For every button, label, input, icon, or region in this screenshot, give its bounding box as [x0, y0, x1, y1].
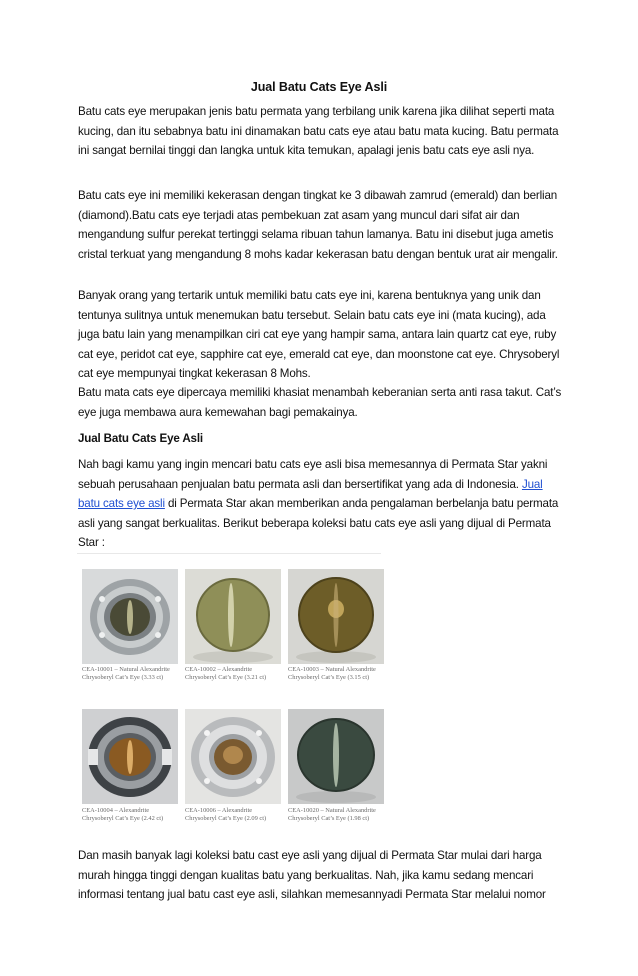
- ring-silver-image: [82, 569, 178, 664]
- ring-dark-image: [82, 709, 178, 804]
- product-image-cea-10020[interactable]: [288, 709, 384, 804]
- product-image-cea-10004[interactable]: [82, 709, 178, 804]
- loose-stone-image: [185, 569, 281, 664]
- text-after-link: di Permata Star akan memberikan anda pengalaman berbelanja batu permata asli yang sangat berkualitas. Berikut beberapa koleksi batu cats eye asli yang dijual di Permata Star :: [78, 497, 559, 550]
- product-caption: CEA-10002 – Alexandrite Chrysoberyl Cat’s Eye (3.21 ct): [185, 666, 267, 681]
- paragraph-text: Banyak orang yang tertarik untuk memiliki batu cats eye ini, karena bentuknya yang unik dan tentunya sulitnya untuk menemukan batu tersebut. Selain batu cats eye ini (mata kucing), ada juga batu lain yang menampilkan ciri cat eye yang hampir sama, antara lain quartz cat eye, ruby cat eye, peridot cat eye, sapphire cat eye, emerald cat eye, dan moonstone cat eye. Chrysoberyl cat eye mempunyai tingkat kekerasan 8 Mohs.: [78, 289, 560, 381]
- text-before-link: Nah bagi kamu yang ingin mencari batu cats eye asli bisa memesannya di Permata Star yakni sebuah perusahaan penjualan batu permata asli dan bersertifikat yang ada di Indonesia.: [78, 458, 548, 491]
- document-title: Jual Batu Cats Eye Asli: [250, 80, 388, 94]
- product-gallery: [77, 553, 381, 838]
- product-caption: CEA-10020 – Natural Alexandrite Chrysoberyl Cat’s Eye (1.98 ct): [288, 807, 376, 822]
- paragraph-benefits: [78, 383, 566, 422]
- paragraph-closing: [78, 846, 566, 905]
- product-caption: CEA-10006 – Alexandrite Chrysoberyl Cat’s Eye (2.09 ct): [185, 807, 267, 822]
- paragraph-store: [78, 455, 566, 553]
- product-image-cea-10001[interactable]: [82, 569, 178, 664]
- product-image-cea-10006[interactable]: [185, 709, 281, 804]
- section-heading: Jual Batu Cats Eye Asli: [78, 432, 203, 445]
- ring-light-image: [185, 709, 281, 804]
- paragraph-text: Batu cats eye merupakan jenis batu permata yang terbilang unik karena jika dilihat seperti mata kucing, dan itu sebabnya batu ini dinamakan batu cats eye atau batu mata kucing. Batu permata ini sangat bernilai tinggi dan langka untuk kita temukan, apalagi jenis batu cats eye asli nya.: [78, 105, 559, 158]
- product-caption: CEA-10004 – Alexandrite Chrysoberyl Cat’s Eye (2.42 ct): [82, 807, 164, 822]
- paragraph-text: Dan masih banyak lagi koleksi batu cast eye asli yang dijual di Permata Star mulai dari harga murah hingga tinggi dengan kualitas batu yang berkualitas. Nah, jika kamu sedang mencari informasi tentang jual batu cast eye asli, silahkan memesannyadi Permata Star melalui nomor: [78, 849, 546, 902]
- product-caption: CEA-10003 – Natural Alexandrite Chrysoberyl Cat’s Eye (3.15 ct): [288, 666, 376, 681]
- product-image-cea-10002[interactable]: [185, 569, 281, 664]
- jual-batu-link[interactable]: Jual batu cats eye asli: [78, 477, 543, 511]
- product-image-cea-10003[interactable]: [288, 569, 384, 664]
- paragraph-text: [78, 455, 566, 553]
- loose-stone-image: [288, 709, 384, 804]
- product-caption: CEA-10001 – Natural Alexandrite Chrysoberyl Cat’s Eye (3.33 ct): [82, 666, 170, 681]
- paragraph-varieties: [78, 286, 566, 384]
- paragraph-text: Batu mata cats eye dipercaya memiliki khasiat menambah keberanian serta anti rasa takut. Cat’s eye juga membawa aura kemewahan bagi pemakainya.: [78, 386, 562, 419]
- loose-stone-image: [288, 569, 384, 664]
- paragraph-intro: [78, 102, 566, 161]
- paragraph-text: Batu cats eye ini memiliki kekerasan dengan tingkat ke 3 dibawah zamrud (emerald) dan berlian (diamond).Batu cats eye terjadi atas pembekuan zat asam yang muncul dari sifat air dan mengandung sulfur perekat tertinggi selama ribuan tahun lamanya. Batu ini disebut juga ametis cristal terkuat yang mengandung 8 mohs kadar kekerasan batu dengan bentuk urat air mengalir.: [78, 189, 558, 261]
- paragraph-hardness: [78, 186, 566, 264]
